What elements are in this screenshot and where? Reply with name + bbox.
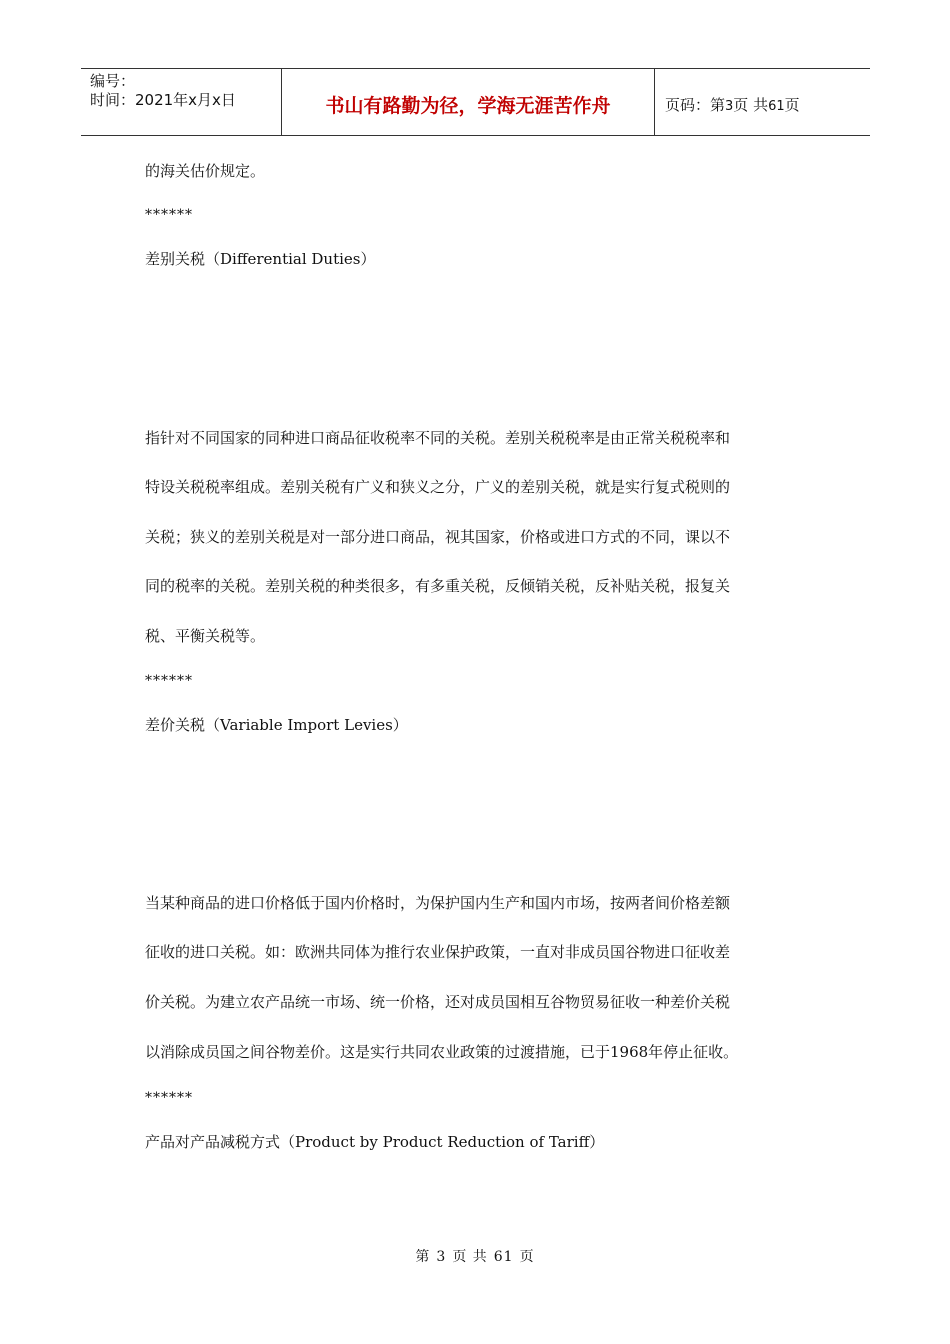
header-info-cell — [81, 69, 282, 135]
paragraph-line: 关税；狭义的差别关税是对一部分进口商品，视其国家，价格或进口方式的不同，课以不 — [145, 528, 731, 546]
separator-stars: ****** — [145, 673, 193, 689]
paragraph-line: 特设关税税率组成。差别关税有广义和狭义之分，广义的差别关税，就是实行复式税则的 — [145, 478, 731, 496]
paragraph-line: 价关税。为建立农产品统一市场、统一价格，还对成员国相互谷物贸易征收一种差价关税 — [145, 993, 731, 1011]
paragraph-line: 税、平衡关税等。 — [145, 627, 266, 645]
section-heading: 产品对产品减税方式（Product by Product Reduction of Tariff） — [145, 1133, 605, 1151]
header-page-cell — [655, 69, 870, 135]
header-page-code: 页码：第3页 共61页 — [665, 96, 800, 114]
page-header — [81, 68, 870, 136]
page-footer — [0, 1246, 950, 1266]
paragraph-line: 指针对不同国家的同种进口商品征收税率不同的关税。差别关税税率是由正常关税税率和 — [145, 429, 731, 447]
section-heading: 差价关税（Variable Import Levies） — [145, 716, 408, 734]
header-motto: 书山有路勤为径，学海无涯苦作舟 — [325, 95, 611, 117]
footer-prefix: 第 — [415, 1249, 431, 1265]
paragraph-line: 当某种商品的进口价格低于国内价格时，为保护国内生产和国内市场，按两者间价格差额 — [145, 894, 731, 912]
body-text-line: 的海关估价规定。 — [145, 162, 266, 180]
separator-stars: ****** — [145, 1090, 193, 1106]
footer-middle: 页 共 — [452, 1249, 488, 1265]
header-motto-cell — [282, 69, 655, 135]
footer-total-pages: 61 — [493, 1249, 514, 1265]
footer-suffix: 页 — [519, 1249, 535, 1265]
paragraph-line: 以消除成员国之间谷物差价。这是实行共同农业政策的过渡措施，已于1968年停止征收。 — [145, 1043, 739, 1061]
paragraph-line: 同的税率的关税。差别关税的种类很多，有多重关税，反倾销关税，反补贴关税，报复关 — [145, 577, 731, 595]
section-heading: 差别关税（Differential Duties） — [145, 250, 376, 268]
document-time-label: 时间：2021年x月x日 — [90, 91, 236, 109]
document-number-label: 编号： — [90, 72, 136, 90]
footer-current-page: 3 — [436, 1249, 447, 1265]
paragraph-line: 征收的进口关税。如：欧洲共同体为推行农业保护政策，一直对非成员国谷物进口征收差 — [145, 943, 731, 961]
separator-stars: ****** — [145, 207, 193, 223]
